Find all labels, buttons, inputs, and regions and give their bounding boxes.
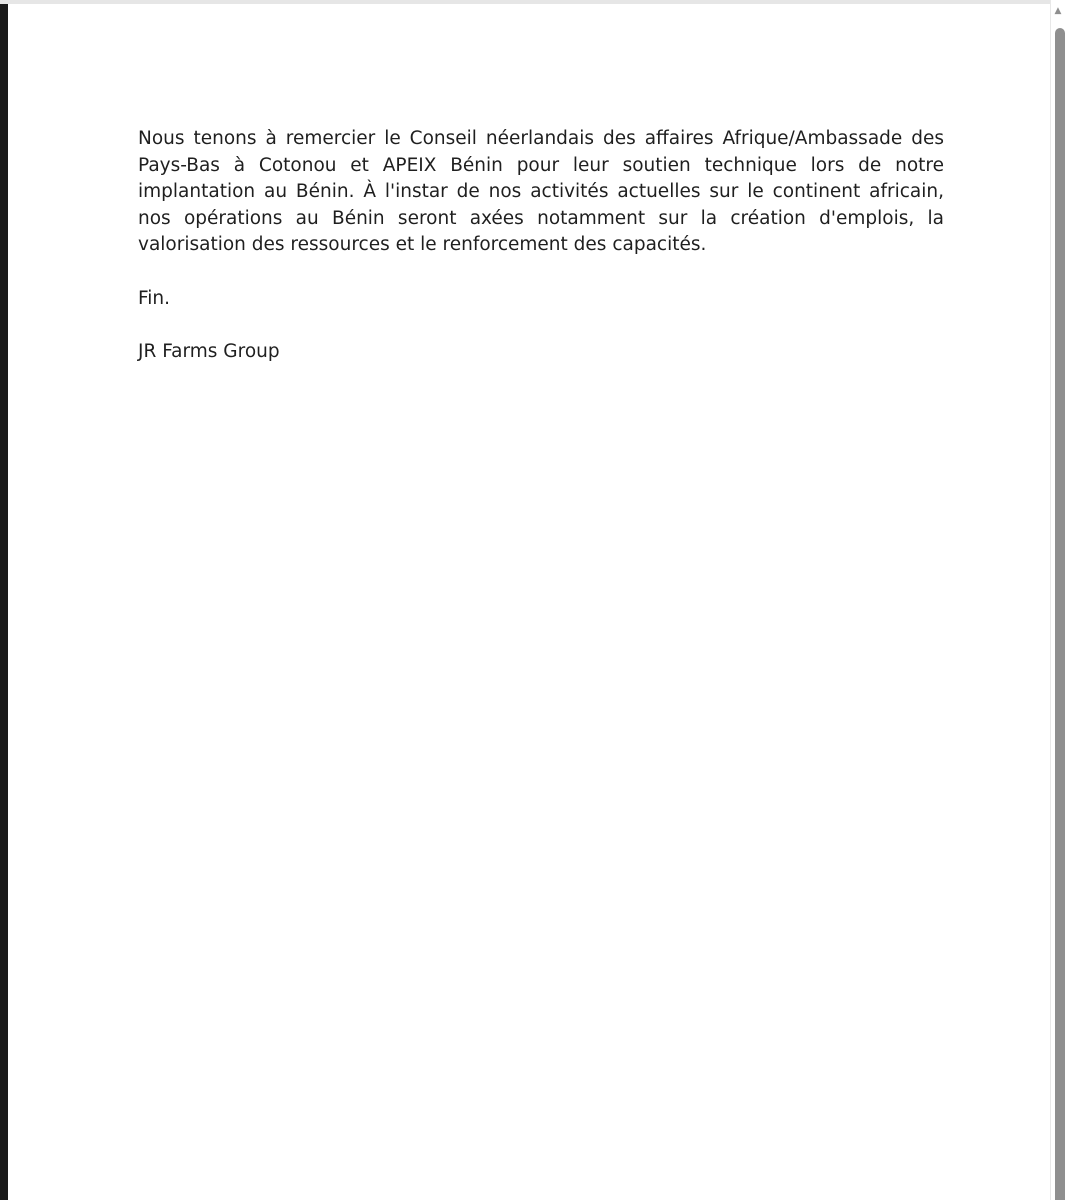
signature-text: JR Farms Group: [138, 340, 280, 362]
document-page: [8, 4, 1050, 1200]
triangle-up-icon[interactable]: ▲: [1054, 6, 1062, 16]
closing-text: Fin.: [138, 287, 171, 309]
acknowledgement-paragraph: Nous tenons à remercier le Conseil néerlandais des affaires Afrique/Ambassade des Pays-Bas à Cotonou et APEIX Bénin pour leur soutien technique lors de notre implantation au Bénin. À l'instar de nos activités actuelles sur le continent africain, nos opérations au Bénin seront axées notamment sur la création d'emplois, la valorisation des ressources et le renforcement des capacités.: [138, 128, 944, 256]
scrollbar-thumb[interactable]: [1055, 28, 1065, 1200]
window-edge: [0, 0, 8, 1200]
document-body: [138, 126, 944, 392]
vertical-scrollbar[interactable]: [1050, 0, 1066, 1200]
